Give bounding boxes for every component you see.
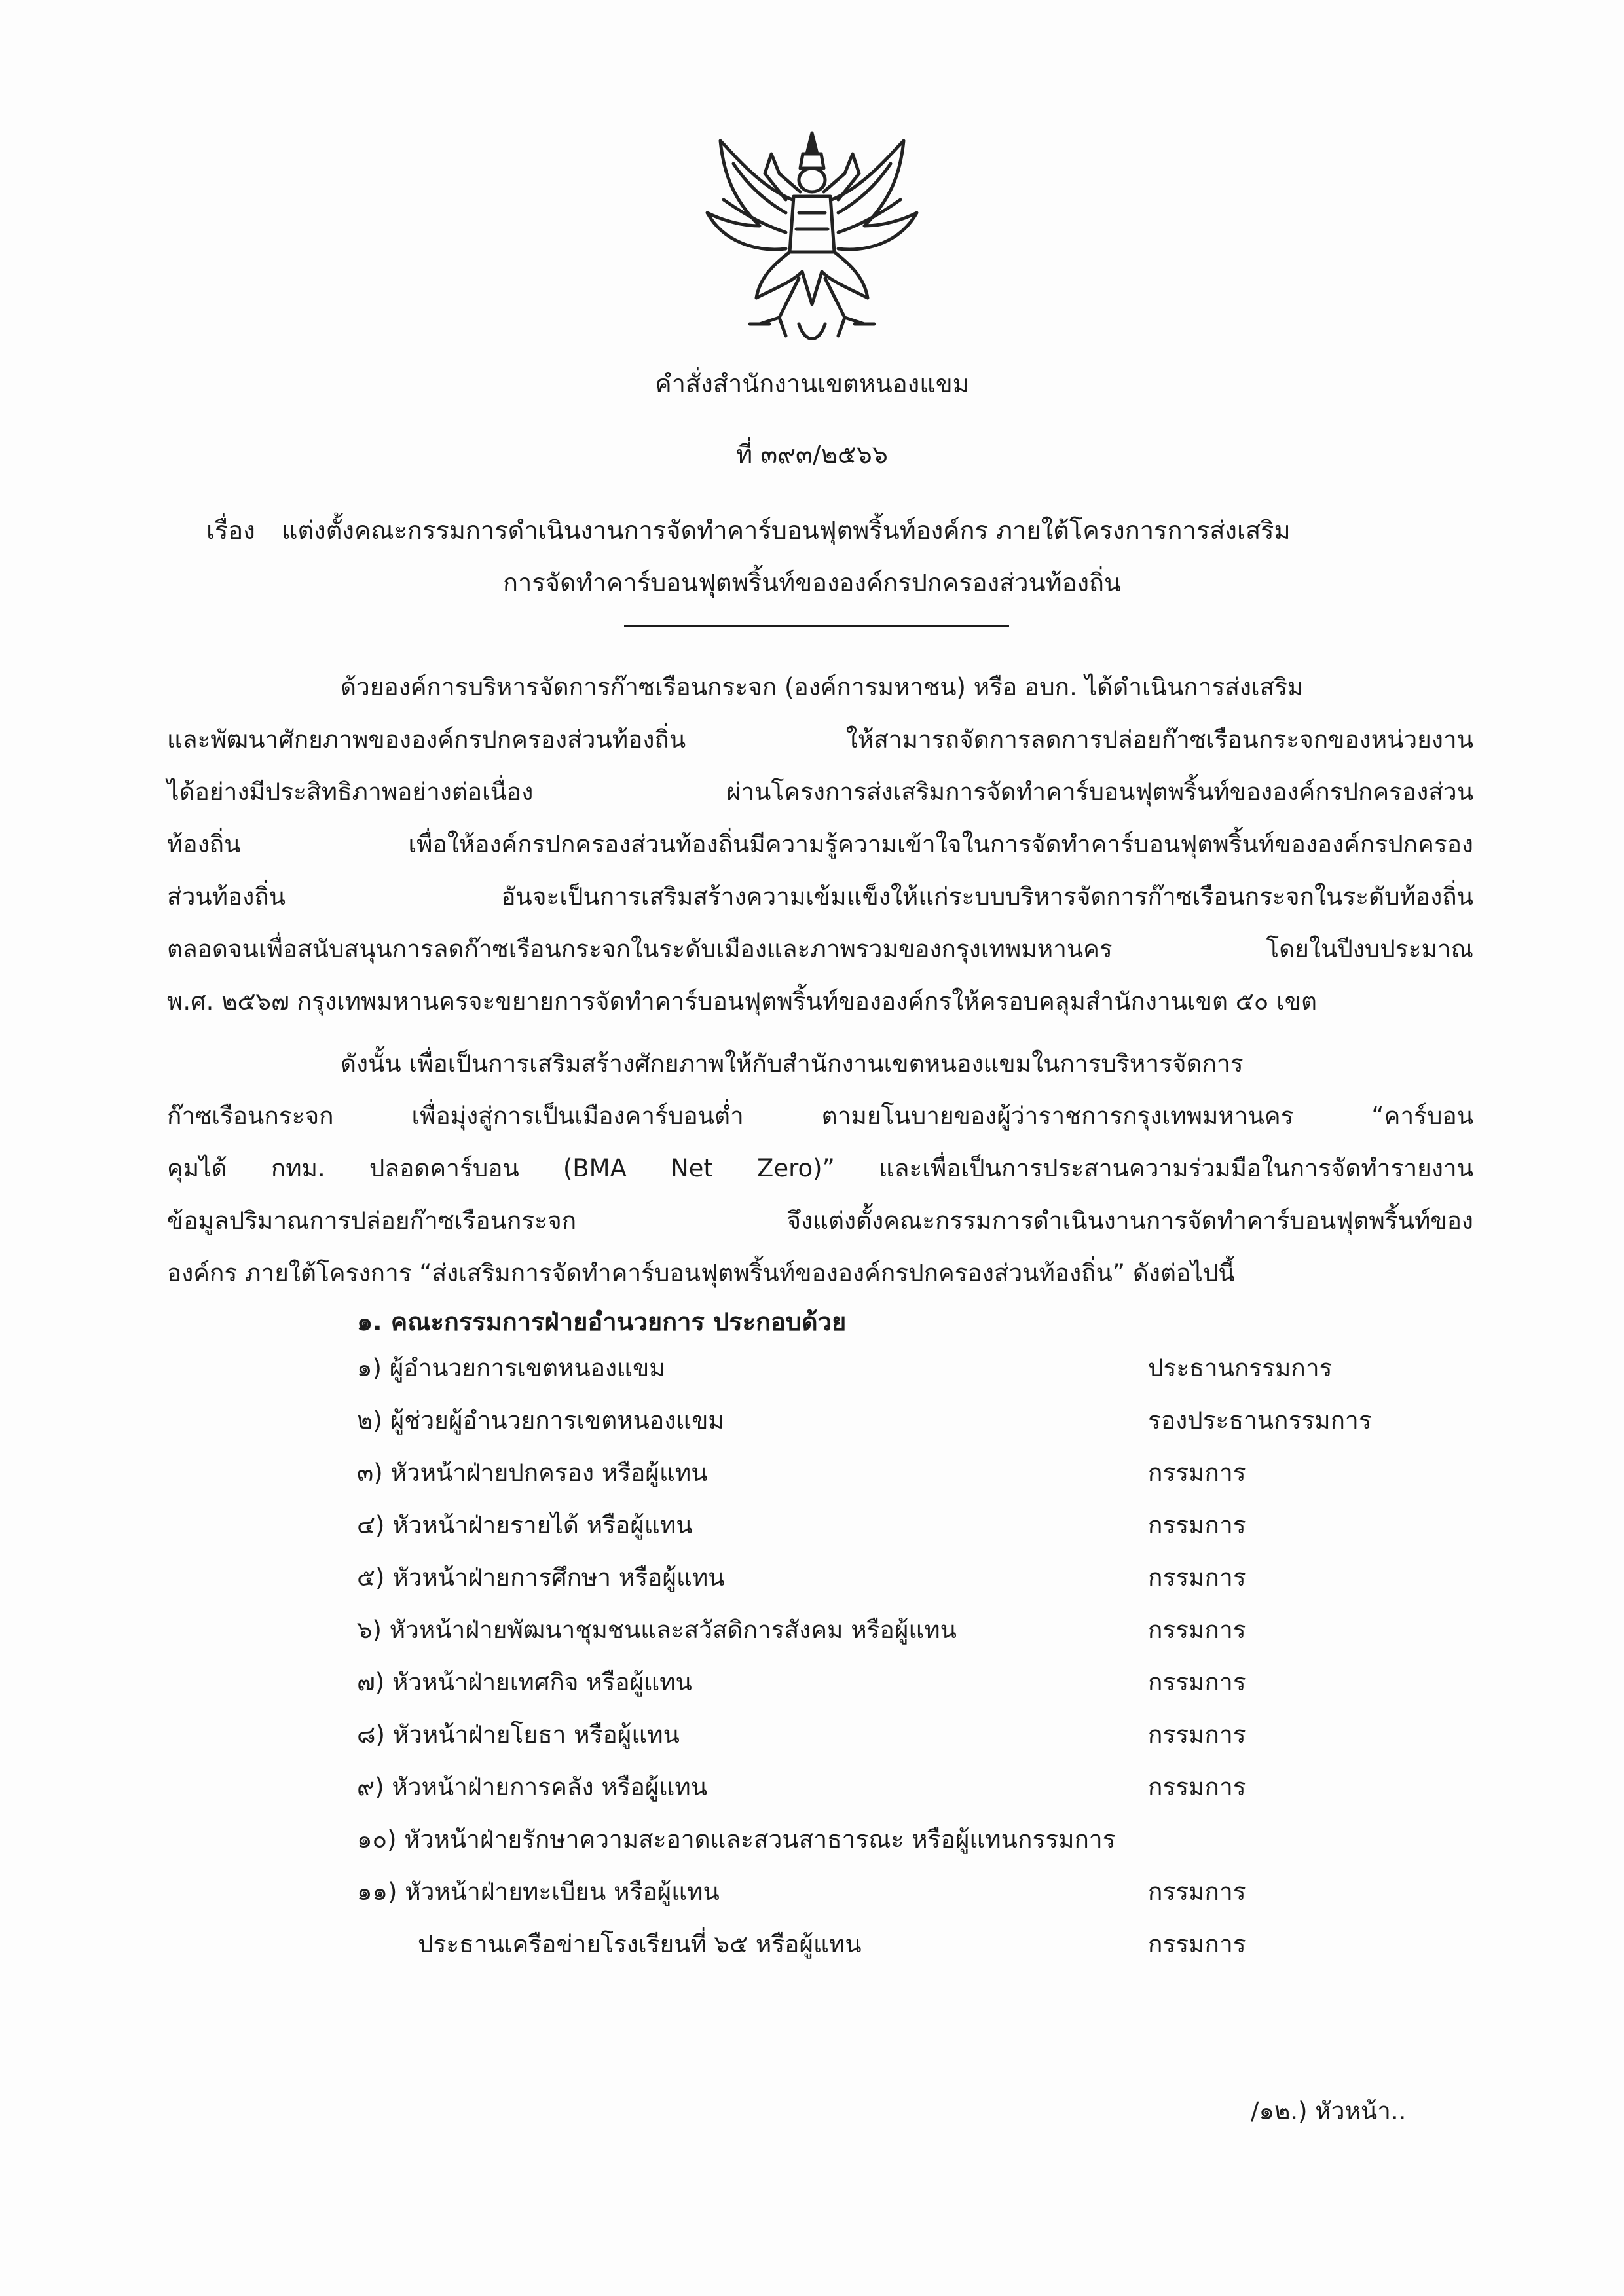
paragraph-line: ท้องถิ่น เพื่อให้องค์กรปกครองส่วนท้องถิ่นมีความรู้ความเข้าใจในการจัดทำคาร์บอนฟุตพริ้นท์ขององค์กรปกครอง — [167, 830, 1473, 858]
paragraph-line: ได้อย่างมีประสิทธิภาพอย่างต่อเนื่อง ผ่านโครงการส่งเสริมการจัดทำคาร์บอนฟุตพริ้นท์ขององค์กรปกครองส่วน — [167, 778, 1473, 806]
subject-line-1: แต่งตั้งคณะกรรมการดำเนินงานการจัดทำคาร์บอนฟุตพริ้นท์องค์กร ภายใต้โครงการการส่งเสริม — [282, 516, 1291, 545]
member-name: หัวหน้าฝ่ายทะเบียน หรือผู้แทน — [405, 1878, 720, 1906]
member-role: กรรมการ — [1148, 1878, 1246, 1906]
member-role: กรรมการ — [1148, 1930, 1246, 1958]
member-number: ๑๐) — [357, 1825, 397, 1853]
paragraph-line: คุมได้ กทม. ปลอดคาร์บอน (BMA Net Zero)” และเพื่อเป็นการประสานความร่วมมือในการจัดทำรายงาน — [167, 1154, 1473, 1182]
continuation-reference: /๑๒.) หัวหน้า.. — [1251, 2097, 1407, 2125]
member-role: กรรมการ — [1148, 1511, 1246, 1539]
committee-member-row — [357, 1663, 1470, 1715]
member-number: ๑) — [357, 1354, 382, 1382]
member-name: หัวหน้าฝ่ายการคลัง หรือผู้แทน — [392, 1773, 708, 1801]
member-name: หัวหน้าฝ่ายเทศกิจ หรือผู้แทน — [392, 1668, 692, 1696]
member-number: ๙) — [357, 1773, 384, 1801]
committee-member-row — [357, 1768, 1470, 1820]
committee-member-list — [357, 1349, 1470, 1977]
member-role: กรรมการ — [1148, 1563, 1246, 1592]
committee-member-row — [357, 1453, 1470, 1506]
paragraph-line: พ.ศ. ๒๕๖๗ กรุงเทพมหานครจะขยายการจัดทำคาร์บอนฟุตพริ้นท์ขององค์กรให้ครอบคลุมสำนักงานเขต ๕๐ เขต — [167, 987, 1318, 1015]
paragraph-line: ดังนั้น เพื่อเป็นการเสริมสร้างศักยภาพให้กับสำนักงานเขตหนองแขมในการบริหารจัดการ — [341, 1049, 1244, 1078]
committee-member-row — [357, 1506, 1470, 1558]
paragraph-line: ก๊าซเรือนกระจก เพื่อมุ่งสู่การเป็นเมืองคาร์บอนต่ำ ตามยโนบายของผู้ว่าราชการกรุงเทพมหานคร “คาร์บอน — [167, 1102, 1473, 1130]
member-name: หัวหน้าฝ่ายโยธา หรือผู้แทน — [392, 1721, 680, 1749]
member-role: ประธานกรรมการ — [1148, 1354, 1333, 1382]
committee-member-row — [357, 1401, 1470, 1453]
paragraph-line: และพัฒนาศักยภาพขององค์กรปกครองส่วนท้องถิ่น ให้สามารถจัดการลดการปล่อยก๊าซเรือนกระจกของหน่วยงาน — [167, 725, 1473, 754]
member-number: ๗) — [357, 1668, 385, 1696]
member-role: กรรมการ — [1148, 1773, 1246, 1801]
committee-member-row — [357, 1820, 1470, 1872]
paragraph-line: ตลอดจนเพื่อสนับสนุนการลดก๊าซเรือนกระจกในระดับเมืองและภาพรวมของกรุงเทพมหานคร โดยในปีงบประมาณ — [167, 935, 1473, 963]
member-number: ๖) — [357, 1616, 382, 1644]
member-name: หัวหน้าฝ่ายรักษาความสะอาดและสวนสาธารณะ หรือผู้แทน — [404, 1825, 1018, 1853]
section-1-heading: ๑. คณะกรรมการฝ่ายอำนวยการ ประกอบด้วย — [357, 1307, 847, 1336]
member-name: หัวหน้าฝ่ายการศึกษา หรือผู้แทน — [392, 1563, 725, 1592]
title-divider — [624, 625, 1009, 627]
member-number: ๘) — [357, 1721, 385, 1749]
member-name: ผู้ช่วยผู้อำนวยการเขตหนองแขม — [390, 1406, 724, 1434]
committee-member-row — [357, 1558, 1470, 1611]
subject-label: เรื่อง — [206, 516, 255, 545]
member-number: ๓) — [357, 1459, 383, 1487]
member-role: กรรมการ — [1148, 1459, 1246, 1487]
garuda-emblem-icon — [694, 128, 930, 357]
member-name: หัวหน้าฝ่ายปกครอง หรือผู้แทน — [390, 1459, 708, 1487]
order-number: ที่ ๓๙๓/๒๕๖๖ — [736, 440, 888, 469]
member-number: ๔) — [357, 1511, 385, 1539]
member-role: กรรมการ — [1148, 1721, 1246, 1749]
member-name: ประธานเครือข่ายโรงเรียนที่ ๖๕ หรือผู้แทน — [418, 1930, 862, 1958]
paragraph-line: ส่วนท้องถิ่น อันจะเป็นการเสริมสร้างความเข้มแข็งให้แก่ระบบบริหารจัดการก๊าซเรือนกระจกในระดับท้องถิ่น — [167, 883, 1473, 911]
paragraph-intro — [167, 661, 1473, 1028]
member-role: รองประธานกรรมการ — [1148, 1406, 1372, 1434]
subject-block — [206, 504, 1450, 609]
member-number: ๕) — [357, 1563, 385, 1592]
paragraph-line: องค์กร ภายใต้โครงการ “ส่งเสริมการจัดทำคาร์บอนฟุตพริ้นท์ขององค์กรปกครองส่วนท้องถิ่น” ดังต่อไปนี้ — [167, 1259, 1235, 1287]
committee-member-row — [357, 1872, 1470, 1925]
committee-member-row — [357, 1715, 1470, 1768]
member-number: ๑๑) — [357, 1878, 397, 1906]
member-name: ผู้อำนวยการเขตหนองแขม — [389, 1354, 665, 1382]
committee-member-row — [357, 1925, 1470, 1977]
member-name: หัวหน้าฝ่ายรายได้ หรือผู้แทน — [392, 1511, 693, 1539]
member-role: กรรมการ — [1148, 1616, 1246, 1644]
order-title: คำสั่งสำนักงานเขตหนองแขม — [655, 369, 969, 398]
paragraph-line: ด้วยองค์การบริหารจัดการก๊าซเรือนกระจก (องค์การมหาชน) หรือ อบก. ได้ดำเนินการส่งเสริม — [341, 673, 1304, 701]
committee-member-row — [357, 1349, 1470, 1401]
paragraph-line: ข้อมูลปริมาณการปล่อยก๊าซเรือนกระจก จึงแต่งตั้งคณะกรรมการดำเนินงานการจัดทำคาร์บอนฟุตพริ้นท์ของ — [167, 1207, 1473, 1235]
subject-line-2: การจัดทำคาร์บอนฟุตพริ้นท์ขององค์กรปกครองส่วนท้องถิ่น — [502, 568, 1122, 597]
member-name: หัวหน้าฝ่ายพัฒนาชุมชนและสวัสดิการสังคม หรือผู้แทน — [389, 1616, 957, 1644]
paragraph-directive — [167, 1038, 1473, 1300]
committee-member-row — [357, 1611, 1470, 1663]
member-number: ๒) — [357, 1406, 382, 1434]
member-role: กรรมการ — [1148, 1668, 1246, 1696]
member-role: กรรมการ — [1017, 1825, 1116, 1853]
